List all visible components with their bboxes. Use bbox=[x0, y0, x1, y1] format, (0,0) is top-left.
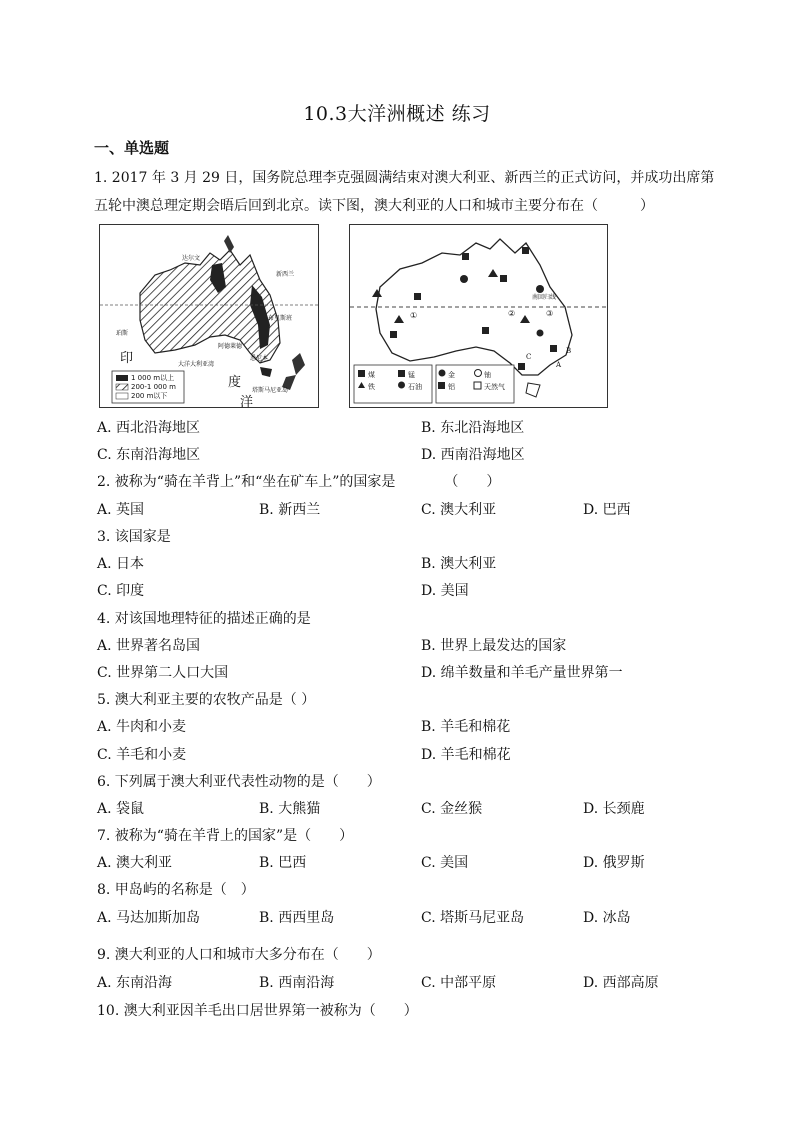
q4-option-d[interactable]: D. 绵羊数量和羊毛产量世界第一 bbox=[421, 665, 623, 681]
minerals-legend-col2 bbox=[408, 369, 422, 393]
label-tasmania: 塔斯马尼亚岛 bbox=[252, 387, 289, 394]
legend-coal: 煤 bbox=[368, 371, 375, 379]
legend-gold: 金 bbox=[448, 371, 455, 379]
q1-option-d[interactable]: D. 西南沿海地区 bbox=[421, 447, 525, 463]
q6-option-c[interactable]: C. 金丝猴 bbox=[421, 801, 483, 817]
q8-option-d[interactable]: D. 冰岛 bbox=[583, 910, 631, 926]
label-b: B bbox=[566, 347, 572, 355]
q5-option-a[interactable]: A. 牛肉和小麦 bbox=[97, 719, 187, 735]
q2-option-d[interactable]: D. 巴西 bbox=[583, 502, 631, 518]
label-bight: 大洋大利亚湾 bbox=[178, 361, 215, 368]
label-nz: 新西兰 bbox=[276, 271, 295, 278]
q3-stem: 3. 该国家是 bbox=[97, 529, 171, 545]
q2-option-a[interactable]: A. 英国 bbox=[97, 502, 145, 518]
q9-option-b[interactable]: B. 西南沿海 bbox=[259, 975, 335, 991]
q5-stem: 5. 澳大利亚主要的农牧产品是（ ） bbox=[97, 692, 316, 708]
q4-option-a[interactable]: A. 世界著名岛国 bbox=[97, 638, 201, 654]
legend-uranium: 铀 bbox=[484, 371, 491, 379]
elevation-legend bbox=[131, 374, 176, 401]
section-heading: 一、单选题 bbox=[94, 139, 170, 157]
q5-option-b[interactable]: B. 羊毛和棉花 bbox=[421, 719, 511, 735]
q8-option-a[interactable]: A. 马达加斯加岛 bbox=[97, 910, 201, 926]
label-c: C bbox=[526, 353, 532, 361]
label-region-2: ② bbox=[508, 309, 516, 318]
q8-option-c[interactable]: C. 塔斯马尼亚岛 bbox=[421, 910, 525, 926]
q2-option-c[interactable]: C. 澳大利亚 bbox=[421, 502, 497, 518]
q6-option-d[interactable]: D. 长颈鹿 bbox=[583, 801, 645, 817]
q7-option-b[interactable]: B. 巴西 bbox=[259, 855, 307, 871]
q1-stem-line2: 五轮中澳总理定期会晤后回到北京。读下图，澳大利亚的人口和城市主要分布在（ ） bbox=[94, 198, 654, 214]
q3-option-a[interactable]: A. 日本 bbox=[97, 556, 145, 572]
q10-stem: 10. 澳大利亚因羊毛出口居世界第一被称为（ ） bbox=[97, 1003, 418, 1019]
elevation-map bbox=[99, 224, 319, 408]
q5-option-d[interactable]: D. 羊毛和棉花 bbox=[421, 747, 511, 763]
legend-aluminium: 铝 bbox=[448, 383, 455, 391]
q1-figure bbox=[99, 224, 611, 408]
q9-option-c[interactable]: C. 中部平原 bbox=[421, 975, 497, 991]
q6-option-b[interactable]: B. 大熊猫 bbox=[259, 801, 321, 817]
q8-option-b[interactable]: B. 西西里岛 bbox=[259, 910, 335, 926]
page-title: 10.3大洋洲概述 练习 bbox=[303, 103, 491, 125]
q7-option-c[interactable]: C. 美国 bbox=[421, 855, 469, 871]
minerals-legend-col4 bbox=[484, 369, 505, 393]
legend-manganese: 锰 bbox=[408, 371, 415, 379]
label-indian-yang: 洋 bbox=[240, 395, 254, 410]
minerals-legend-col1 bbox=[368, 369, 375, 393]
label-city-se: 悉尼本 bbox=[250, 355, 269, 362]
q2-stem: 2. 被称为“骑在羊背上”和“坐在矿车上”的国家是 （ ） bbox=[97, 474, 501, 490]
q8-stem: 8. 甲岛屿的名称是（ ） bbox=[97, 882, 255, 898]
legend-low: 200 m以下 bbox=[131, 392, 168, 400]
q9-stem: 9. 澳大利亚的人口和城市大多分布在（ ） bbox=[97, 947, 381, 963]
label-region-1: ① bbox=[410, 311, 418, 320]
label-darwin: 达尔文 bbox=[182, 255, 201, 262]
q4-stem: 4. 对该国地理特征的描述正确的是 bbox=[97, 611, 311, 627]
label-indian-du: 度 bbox=[228, 375, 242, 390]
q6-stem: 6. 下列属于澳大利亚代表性动物的是（ ） bbox=[97, 774, 381, 790]
legend-oil: 石油 bbox=[408, 383, 422, 391]
q1-option-a[interactable]: A. 西北沿海地区 bbox=[97, 420, 201, 436]
label-indian-yin: 印 bbox=[120, 351, 134, 366]
q5-option-c[interactable]: C. 羊毛和小麦 bbox=[97, 747, 187, 763]
label-a: A bbox=[556, 361, 562, 369]
q3-option-c[interactable]: C. 印度 bbox=[97, 583, 145, 599]
q3-option-b[interactable]: B. 澳大利亚 bbox=[421, 556, 497, 572]
label-perth: 珀斯 bbox=[116, 330, 129, 337]
q1-option-b[interactable]: B. 东北沿海地区 bbox=[421, 420, 525, 436]
q3-option-d[interactable]: D. 美国 bbox=[421, 583, 469, 599]
minerals-map bbox=[349, 224, 608, 408]
legend-gas: 天然气 bbox=[484, 383, 505, 391]
minerals-legend-col3 bbox=[448, 369, 455, 393]
q9-option-a[interactable]: A. 东南沿海 bbox=[97, 975, 173, 991]
q7-stem: 7. 被称为“骑在羊背上的国家”是（ ） bbox=[97, 828, 354, 844]
label-region-3: ③ bbox=[546, 309, 554, 318]
legend-mid: 200-1 000 m bbox=[131, 383, 176, 391]
legend-iron: 铁 bbox=[368, 383, 375, 391]
q7-option-d[interactable]: D. 俄罗斯 bbox=[583, 855, 645, 871]
q1-option-c[interactable]: C. 东南沿海地区 bbox=[97, 447, 201, 463]
q4-option-b[interactable]: B. 世界上最发达的国家 bbox=[421, 638, 567, 654]
label-tropic: 南回归线 bbox=[532, 294, 557, 301]
q6-option-a[interactable]: A. 袋鼠 bbox=[97, 801, 145, 817]
label-adelaide: 阿德莱德 bbox=[218, 343, 243, 350]
q7-option-a[interactable]: A. 澳大利亚 bbox=[97, 855, 173, 871]
label-brisbane: 布里斯班 bbox=[268, 315, 293, 322]
q9-option-d[interactable]: D. 西部高原 bbox=[583, 975, 659, 991]
q2-option-b[interactable]: B. 新西兰 bbox=[259, 502, 321, 518]
legend-high: 1 000 m以上 bbox=[131, 374, 175, 382]
q1-stem-line1: 1. 2017 年 3 月 29 日，国务院总理李克强圆满结束对澳大利亚、新西兰的正式访问，并成功出席第 bbox=[94, 170, 715, 186]
q4-option-c[interactable]: C. 世界第二人口大国 bbox=[97, 665, 229, 681]
